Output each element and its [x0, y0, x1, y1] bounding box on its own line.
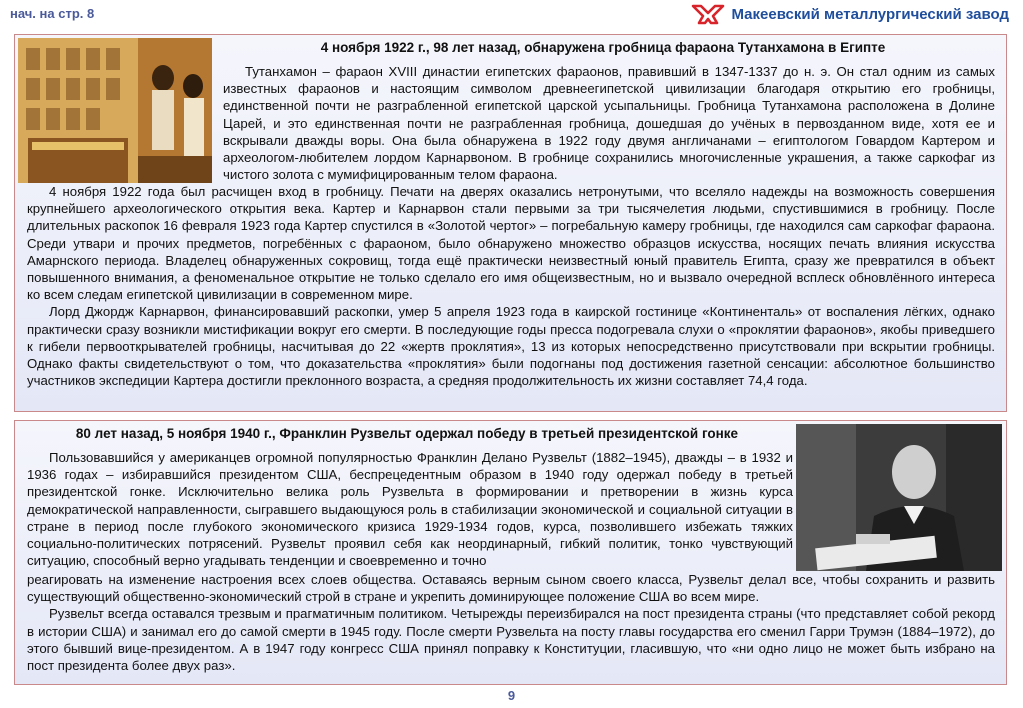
article-title: 80 лет назад, 5 ноября 1940 г., Франклин Рузвельт одержал победу в третьей президентской гонке [75, 426, 739, 441]
previous-page-link[interactable]: нач. на стр. 8 [10, 6, 95, 21]
page-number: 9 [507, 688, 516, 703]
roosevelt-photo-image [796, 424, 1002, 571]
paragraph: Пользовавшийся у американцев огромной популярностью Франклин Делано Рузвельт (1882–1945), дважды – в 1932 и 1936 годах – избиравшийся президентом США, беспрецедентным образом в 1940 году одержал победу в третьей президентской гонке. Исключительно велика роль Рузвельта в формировании и претворении в жизнь курса демократической направленности, сыгравшего выдающуюся роль в стабилизации экономической и социальной ситуации в стране в период после глубокого экономического кризиса 1929-1934 годов, курса, позволившего избежать тяжких социально-политических потрясений. Рузвельт проявил себя как неординарный, гибкий политик, тонко чувствующий ситуацию, способный верно угадывать тенденции и своевременно и точно [27, 450, 793, 569]
article-body-top [223, 63, 995, 183]
paragraph: Тутанхамон – фараон XVIII династии египетских фараонов, правивший в 1347-1337 до н. э. Он стал одним из самых известных фараонов и настоящим символом древнеегипетской цивилизации благодаря открытию его гробницы, единственной почти не разграбленной египетской царской усыпальницы. Гробница Тутанхамона расположена в Долине Царей, и это единственная почти не разграбленная гробница, дошедшая до учёных в первозданном виде, хотя ее и вскрывали дважды воры. Она была обнаружена в 1922 году двумя англичанами – египтологом Говардом Картером и археологом-любителем лордом Карнарвоном. В гробнице сохранились многочисленные украшения, а также саркофаг из чистого золота с мумифицированным телом фараона. [223, 64, 995, 183]
article-body-top [27, 449, 793, 569]
paragraph: Лорд Джордж Карнарвон, финансировавший раскопки, умер 5 апреля 1923 года в каирской гостинице «Континенталь» от воспаления лёгких, однако практически сразу возникли мистификации вокруг его смерти. В последующие годы пресса подогревала слухи о «проклятии фараонов», якобы приведшего к гибели первооткрывателей гробницы, насчитывая до 22 «жертв проклятия», 13 из которых непосредственно присутствовали при вскрытии гробницы. Однако факты свидетельствуют о том, что доказательства «проклятия» были подогнаны под достижения газетной сенсации: абсолютное большинство участников экспедиции Картера достигли преклонного возраста, а средняя продолжительность их жизни составляет 74,4 года. [27, 304, 995, 389]
paragraph: Рузвельт всегда оставался трезвым и прагматичным политиком. Четырежды переизбирался на пост президента страны (что представляет собой рекорд в истории США) и занимал его до самой смерти в 1945 году. После смерти Рузвельта на посту главы государства его сменил Гарри Трумэн (1884–1972), до этого бывший вице-президентом. А в 1947 году конгресс США принял поправку к Конституции, гласившую, что «ни одно лицо не может быть избрано на пост президента более двух раз». [27, 606, 995, 674]
paragraph: 4 ноября 1922 года был расчищен вход в гробницу. Печати на дверях оказались нетронутыми, что вселяло надежды на возможность совершения крупнейшего археологического открытия века. Картер и Карнарвон стали первыми за три тысячелетия людьми, спустившимися в гробницу. После длительных раскопок 16 февраля 1923 года Картер спустился в «Золотой чертог» – погребальную камеру гробницы, где находился сам саркофаг фараона. Среди утвари и прочих предметов, погребённых с фараоном, было обнаружено множество образцов искусства, носящих печать влияния искусства Амарнского периода. Владелец обнаруженных сокровищ, тогда ещё практически неизвестный юный правитель Египта, сразу же превратился в объект повышенного внимания, а феноменальное открытие не только сделало его имя общеизвестным, но и вызвало очередной всплеск обновлённого интереса ко всем следам египетской цивилизации в современном мире. [27, 184, 995, 303]
page-header [0, 0, 1023, 28]
article-roosevelt [14, 420, 1007, 685]
article-tutankhamun [14, 34, 1007, 412]
company-logo-icon [691, 3, 725, 25]
tomb-fresco-image [18, 38, 212, 183]
article-body [27, 183, 995, 389]
article-title: 4 ноября 1922 г., 98 лет назад, обнаружена гробница фараона Тутанхамона в Египте [320, 40, 886, 55]
brand [691, 2, 1009, 26]
paragraph-continuation: реагировать на изменение настроения всех слоев общества. Оставаясь верным сыном своего класса, Рузвельт делал все, чтобы сохранить и развить существующий общественно-экономический строй в стране и укрепить доминирующее положение США во всем мире. [27, 572, 995, 605]
company-name: Макеевский металлургический завод [731, 5, 1009, 23]
article-body [27, 571, 995, 674]
